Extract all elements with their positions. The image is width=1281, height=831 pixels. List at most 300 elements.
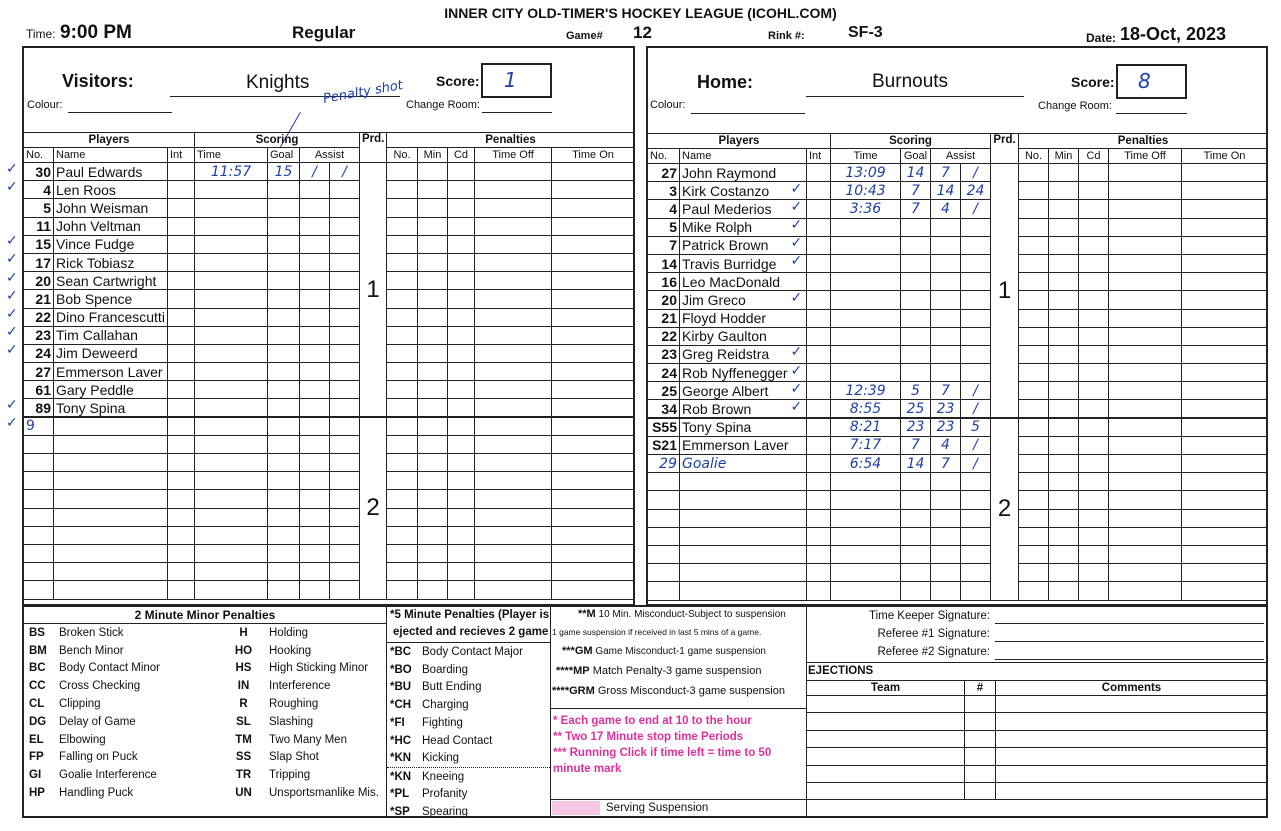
penalty-name: Cross Checking — [59, 680, 141, 693]
home-player-name: Mike Rolph — [680, 218, 807, 236]
home-penalty-cell — [1049, 291, 1079, 309]
penalty-code: TM — [235, 733, 252, 746]
minor-penalty-row — [26, 713, 386, 731]
visitors-colour-label: Colour: — [27, 99, 63, 111]
ejection-cell — [996, 765, 1268, 782]
visitors-penalty-cell — [387, 381, 418, 399]
home-scoring-a2 — [961, 254, 991, 272]
home-player-name: Jim Greco — [680, 291, 807, 309]
visitors-row — [24, 253, 635, 271]
home-int-cell — [807, 164, 831, 182]
visitors-penalty-cell — [387, 363, 418, 381]
visitors-penalty-cell — [418, 454, 448, 472]
visitors-penalty-cell — [475, 163, 552, 181]
visitors-penalty-cell — [552, 581, 635, 599]
visitors-player-name — [54, 563, 168, 581]
home-int-cell — [807, 254, 831, 272]
scoring-header: Scoring — [195, 133, 360, 148]
home-penalty-cell — [1049, 491, 1079, 509]
visitors-row — [24, 344, 635, 362]
visitors-scoring-time — [195, 399, 268, 417]
home-prd-header: Prd. — [991, 134, 1019, 164]
visitors-scoring-time — [195, 344, 268, 362]
home-penalty-cell — [1049, 436, 1079, 454]
visitors-player-number — [24, 544, 54, 562]
home-label: Home: — [697, 72, 754, 92]
visitors-scoring-goal — [268, 454, 300, 472]
visitors-scoring-goal — [268, 417, 300, 435]
home-player-name: Travis Burridge — [680, 254, 807, 272]
home-player-name: Greg Reidstra — [680, 345, 807, 363]
signature-block — [808, 610, 1266, 664]
visitors-penalty-cell — [552, 454, 635, 472]
period-number: 2 — [360, 417, 387, 599]
home-scoring-a2 — [961, 582, 991, 600]
visitors-row — [24, 417, 635, 435]
rink-label: Rink #: — [768, 30, 805, 42]
home-scoring-goal — [901, 527, 931, 545]
visitors-penalty-cell — [448, 472, 475, 490]
home-penalty-cell — [1049, 364, 1079, 382]
home-penalty-cell — [1182, 309, 1268, 327]
home-scoring-time — [831, 364, 901, 382]
home-int-cell — [807, 527, 831, 545]
visitors-int-cell — [168, 454, 195, 472]
home-scoring-a2 — [961, 309, 991, 327]
home-scoring-time — [831, 564, 901, 582]
home-col-time: Time — [831, 149, 901, 164]
home-player-name: Paul Mederios — [680, 200, 807, 218]
visitors-penalty-cell — [552, 363, 635, 381]
visitors-scoring-a1 — [300, 563, 330, 581]
home-scoring-goal — [901, 582, 931, 600]
home-scoring-a2: / — [961, 164, 991, 182]
home-col-int: Int — [807, 149, 831, 164]
home-penalty-cell — [1182, 200, 1268, 218]
ejection-row — [807, 765, 1268, 782]
penalty-code: *KN — [390, 770, 412, 783]
home-row — [648, 182, 1268, 200]
ejection-cell — [807, 730, 965, 747]
home-scoring-goal — [901, 545, 931, 563]
penalty-name: Slap Shot — [269, 751, 319, 764]
visitors-int-cell — [168, 417, 195, 435]
home-penalty-cell — [1079, 291, 1109, 309]
visitors-player-name: John Veltman — [54, 217, 168, 235]
ejection-row — [807, 748, 1268, 765]
home-scoring-a1 — [931, 364, 961, 382]
visitors-scoring-a2 — [330, 181, 360, 199]
period-number: 1 — [991, 164, 1019, 419]
home-scoring-a1 — [931, 564, 961, 582]
home-penalty-cell — [1109, 345, 1182, 363]
visitors-scoring-goal — [268, 272, 300, 290]
home-penalty-cell — [1049, 327, 1079, 345]
minor-penalty-row — [26, 749, 386, 767]
home-player-number — [648, 564, 680, 582]
visitors-penalty-cell — [552, 544, 635, 562]
home-change-room-label: Change Room: — [1038, 100, 1112, 112]
ejection-cell — [996, 730, 1268, 747]
col-goal: Goal — [268, 148, 300, 163]
visitors-scoring-a1 — [300, 363, 330, 381]
home-penalty-cell — [1019, 182, 1049, 200]
home-penalty-cell — [1109, 509, 1182, 527]
visitors-penalty-cell — [552, 326, 635, 344]
home-int-cell — [807, 273, 831, 291]
misconduct-code: **M — [578, 608, 596, 620]
visitors-penalty-cell — [448, 181, 475, 199]
visitors-penalty-cell — [418, 217, 448, 235]
visitors-int-cell — [168, 235, 195, 253]
visitors-penalty-cell — [552, 344, 635, 362]
visitors-player-name — [54, 581, 168, 599]
home-scoring-goal — [901, 254, 931, 272]
home-scoring-a1: 7 — [931, 382, 961, 400]
check-icon: ✓ — [6, 178, 18, 195]
visitors-row — [24, 381, 635, 399]
home-penalty-cell — [1049, 236, 1079, 254]
home-penalty-cell — [1019, 345, 1049, 363]
home-scoring-goal: 25 — [901, 400, 931, 418]
home-scoring-header: Scoring — [831, 134, 991, 149]
visitors-scoring-goal — [268, 581, 300, 599]
visitors-player-number: 4 — [24, 181, 54, 199]
home-penalty-cell — [1049, 564, 1079, 582]
date-label: Date: — [1086, 31, 1117, 45]
home-scoring-a2: / — [961, 455, 991, 473]
home-scoring-goal — [901, 491, 931, 509]
minor-penalty-row — [26, 731, 386, 749]
major-penalty-row — [387, 696, 550, 714]
home-penalty-cell — [1019, 564, 1049, 582]
penalty-code: *SP — [390, 806, 410, 819]
check-icon: ✓ — [6, 415, 18, 432]
home-scoring-goal: 7 — [901, 182, 931, 200]
ejection-row — [807, 696, 1268, 713]
home-player-name — [680, 509, 807, 527]
time-value: 9:00 PM — [60, 22, 132, 43]
visitors-scoring-a1 — [300, 526, 330, 544]
col-time-on: Time On — [552, 148, 635, 163]
penalty-name: Two Many Men — [269, 733, 347, 746]
visitors-int-cell — [168, 399, 195, 417]
visitors-row — [24, 544, 635, 562]
home-int-cell — [807, 218, 831, 236]
home-penalty-cell — [1182, 364, 1268, 382]
penalty-name: Hooking — [269, 644, 312, 657]
penalty-code: BS — [29, 626, 45, 639]
home-player-number: 22 — [648, 327, 680, 345]
home-penalty-cell — [1109, 545, 1182, 563]
visitors-scoring-a1 — [300, 472, 330, 490]
home-penalty-cell — [1019, 327, 1049, 345]
home-penalty-cell — [1019, 418, 1049, 436]
home-team: Burnouts — [872, 71, 949, 92]
visitors-scoring-a2 — [330, 435, 360, 453]
visitors-scoring-time — [195, 199, 268, 217]
visitors-penalty-cell — [448, 253, 475, 271]
home-scoring-goal: 14 — [901, 455, 931, 473]
visitors-scoring-a1 — [300, 199, 330, 217]
visitors-int-cell — [168, 217, 195, 235]
home-scoring-a1 — [931, 527, 961, 545]
home-player-number — [648, 527, 680, 545]
home-int-cell — [807, 545, 831, 563]
col-time: Time — [195, 148, 268, 163]
visitors-int-cell — [168, 363, 195, 381]
home-scoring-time — [831, 491, 901, 509]
home-penalty-cell — [1182, 418, 1268, 436]
visitors-penalty-cell — [552, 399, 635, 417]
home-scoring-goal — [901, 564, 931, 582]
ejection-row — [807, 782, 1268, 799]
visitors-penalty-cell — [387, 454, 418, 472]
visitors-penalty-cell — [448, 163, 475, 181]
visitors-penalty-cell — [387, 326, 418, 344]
check-icon: ✓ — [790, 180, 803, 197]
visitors-penalty-cell — [475, 508, 552, 526]
visitors-player-number: 9 — [24, 417, 54, 435]
home-penalty-cell — [1109, 473, 1182, 491]
visitors-scoring-a1 — [300, 290, 330, 308]
home-row — [648, 545, 1268, 563]
visitors-penalty-cell — [475, 181, 552, 199]
home-scoring-a2: / — [961, 436, 991, 454]
home-scoring-time — [831, 545, 901, 563]
home-int-cell — [807, 345, 831, 363]
home-player-name: Rob Nyffenegger — [680, 364, 807, 382]
penalty-code: *CH — [390, 699, 412, 712]
visitors-player-number: 11 — [24, 217, 54, 235]
home-int-cell — [807, 382, 831, 400]
home-penalty-cell — [1182, 236, 1268, 254]
misconduct-text: 10 Min. Misconduct-Subject to suspension — [598, 609, 786, 620]
visitors-player-name: Sean Cartwright — [54, 272, 168, 290]
visitors-scoring-a1 — [300, 581, 330, 599]
visitors-row — [24, 454, 635, 472]
visitors-row — [24, 490, 635, 508]
visitors-player-number: 17 — [24, 253, 54, 271]
visitors-scoring-a1 — [300, 544, 330, 562]
visitors-int-cell — [168, 508, 195, 526]
home-scoring-time: 8:21 — [831, 418, 901, 436]
time-field — [26, 22, 132, 44]
visitors-penalty-cell — [387, 272, 418, 290]
minor-title: 2 Minute Minor Penalties — [134, 608, 276, 622]
visitors-int-cell — [168, 290, 195, 308]
visitors-scoring-goal — [268, 363, 300, 381]
penalty-code: H — [239, 626, 248, 639]
visitors-penalty-cell — [418, 235, 448, 253]
penalty-name: Goalie Interference — [59, 769, 157, 782]
home-scoring-goal — [901, 327, 931, 345]
visitors-penalty-cell — [475, 454, 552, 472]
home-scoring-goal — [901, 345, 931, 363]
ejection-row — [807, 713, 1268, 730]
home-scoring-a1 — [931, 218, 961, 236]
visitors-player-number — [24, 454, 54, 472]
home-int-cell — [807, 564, 831, 582]
visitors-penalty-cell — [387, 581, 418, 599]
visitors-scoring-goal — [268, 253, 300, 271]
home-penalty-cell — [1109, 364, 1182, 382]
game-number: 12 — [633, 23, 652, 42]
visitors-penalty-cell — [448, 417, 475, 435]
visitors-scoring-a2 — [330, 326, 360, 344]
home-int-cell — [807, 455, 831, 473]
visitors-int-cell — [168, 563, 195, 581]
home-penalty-cell — [1019, 545, 1049, 563]
penalty-name: Broken Stick — [59, 626, 124, 639]
check-icon: ✓ — [790, 198, 803, 215]
home-int-cell — [807, 400, 831, 418]
visitors-penalty-cell — [387, 308, 418, 326]
penalty-name: Kicking — [422, 752, 460, 765]
home-scoring-goal — [901, 273, 931, 291]
visitors-player-name: Bob Spence — [54, 290, 168, 308]
check-icon: ✓ — [6, 287, 18, 304]
visitors-penalty-cell — [387, 344, 418, 362]
home-penalty-cell — [1079, 327, 1109, 345]
home-scoring-time — [831, 345, 901, 363]
home-penalty-cell — [1079, 254, 1109, 272]
home-row — [648, 200, 1268, 218]
visitors-penalty-cell — [418, 490, 448, 508]
home-row — [648, 564, 1268, 582]
penalty-code: *PL — [390, 788, 410, 801]
ejections-title: EJECTIONS — [808, 665, 874, 677]
visitors-penalty-cell — [552, 490, 635, 508]
home-player-number — [648, 473, 680, 491]
visitors-scoring-goal — [268, 181, 300, 199]
penalty-name: Head Contact — [422, 734, 493, 747]
home-penalty-cell — [1019, 491, 1049, 509]
visitors-int-cell — [168, 526, 195, 544]
home-int-cell — [807, 236, 831, 254]
penalty-name: Profanity — [422, 788, 468, 801]
game-type: Regular — [292, 23, 356, 42]
col-name: Name — [54, 148, 168, 163]
minor-penalty-row — [26, 624, 386, 642]
penalty-code: *HC — [390, 734, 412, 747]
visitors-row — [24, 290, 635, 308]
penalty-name: Tripping — [269, 769, 311, 782]
home-score-label: Score: — [1071, 74, 1115, 90]
home-penalty-cell — [1182, 182, 1268, 200]
visitors-penalty-cell — [475, 472, 552, 490]
visitors-penalty-cell — [387, 253, 418, 271]
visitors-penalty-cell — [552, 381, 635, 399]
referee2-signature-label: Referee #2 Signature: — [877, 646, 990, 658]
penalty-code: *BU — [390, 681, 412, 694]
home-scoring-a2: / — [961, 382, 991, 400]
visitors-scoring-a2 — [330, 399, 360, 417]
grm-text: Gross Misconduct-3 game suspension — [597, 685, 785, 697]
home-penalty-cell — [1019, 582, 1049, 600]
home-penalty-cell — [1019, 200, 1049, 218]
visitors-player-name: Dino Francescutti — [54, 308, 168, 326]
visitors-player-number — [24, 472, 54, 490]
check-icon: ✓ — [790, 253, 803, 270]
penalty-name: Unsportsmanlike Mis. — [269, 787, 379, 800]
penalty-code: DG — [29, 715, 47, 728]
league-title: INNER CITY OLD-TIMER'S HOCKEY LEAGUE (ICOHL.COM) — [444, 5, 837, 21]
penalty-code: R — [239, 698, 248, 711]
home-row — [648, 436, 1268, 454]
home-player-number: 34 — [648, 400, 680, 418]
home-row — [648, 455, 1268, 473]
visitors-team: Knights — [246, 72, 310, 93]
home-player-number: 25 — [648, 382, 680, 400]
timekeeper-signature-label: Time Keeper Signature: — [868, 610, 990, 622]
visitors-player-name: Gary Peddle — [54, 381, 168, 399]
home-scoring-time: 3:36 — [831, 200, 901, 218]
visitors-scoring-a2 — [330, 217, 360, 235]
home-penalty-cell — [1182, 327, 1268, 345]
visitors-penalty-cell — [418, 472, 448, 490]
home-row — [648, 473, 1268, 491]
visitors-scoring-time — [195, 326, 268, 344]
visitors-penalty-cell — [475, 235, 552, 253]
visitors-player-name: Jim Deweerd — [54, 344, 168, 362]
home-int-cell — [807, 509, 831, 527]
home-row — [648, 400, 1268, 418]
visitors-player-name: Emmerson Laver — [54, 363, 168, 381]
rink-value: SF-3 — [848, 24, 883, 41]
home-scoring-a2: / — [961, 200, 991, 218]
visitors-penalty-cell — [387, 544, 418, 562]
home-row — [648, 527, 1268, 545]
home-row — [648, 273, 1268, 291]
check-icon: ✓ — [790, 289, 803, 306]
home-player-name — [680, 473, 807, 491]
visitors-row — [24, 581, 635, 599]
home-penalty-cell — [1109, 327, 1182, 345]
visitors-scoring-time: 11:57 — [195, 163, 268, 181]
major-penalty-row — [387, 750, 550, 768]
home-col-time-on: Time On — [1182, 149, 1268, 164]
visitors-penalty-cell — [418, 163, 448, 181]
visitors-penalty-cell — [475, 217, 552, 235]
home-scoring-goal — [901, 218, 931, 236]
visitors-scoring-time — [195, 290, 268, 308]
check-icon: ✓ — [6, 251, 18, 268]
visitors-penalty-cell — [448, 308, 475, 326]
visitors-scoring-a2 — [330, 290, 360, 308]
visitors-scoring-time — [195, 181, 268, 199]
home-player-number: 27 — [648, 164, 680, 182]
home-penalty-cell — [1079, 491, 1109, 509]
home-player-number — [648, 582, 680, 600]
visitors-penalty-cell — [418, 181, 448, 199]
visitors-penalty-cell — [552, 163, 635, 181]
home-penalty-cell — [1109, 309, 1182, 327]
visitors-penalty-cell — [552, 308, 635, 326]
col-cd: Cd — [448, 148, 475, 163]
visitors-penalty-cell — [418, 363, 448, 381]
visitors-penalty-cell — [448, 581, 475, 599]
home-penalty-cell — [1019, 236, 1049, 254]
visitors-penalty-cell — [387, 472, 418, 490]
visitors-scoring-a1: / — [300, 163, 330, 181]
visitors-scoring-time — [195, 417, 268, 435]
visitors-penalty-cell — [552, 253, 635, 271]
home-scoring-a1 — [931, 273, 961, 291]
period-number: 2 — [991, 418, 1019, 600]
visitors-penalty-cell — [475, 326, 552, 344]
visitors-scoring-time — [195, 526, 268, 544]
